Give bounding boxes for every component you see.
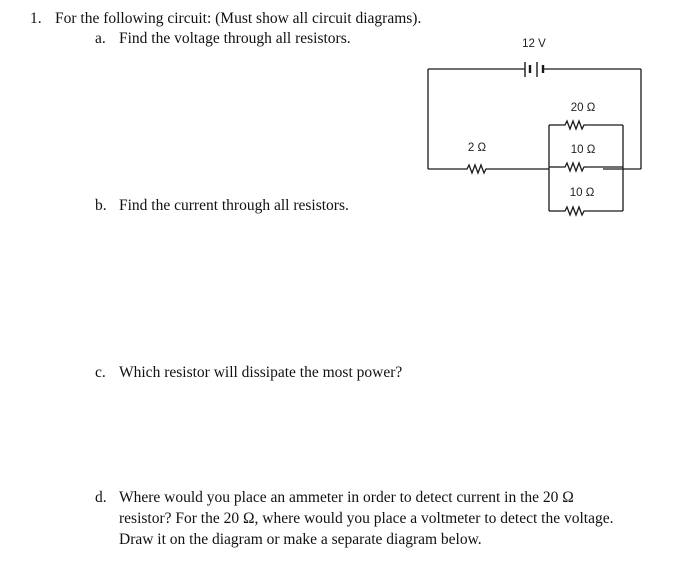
resistor-20-ohm-label: 20 Ω <box>570 102 596 114</box>
part-d-letter: d. <box>95 489 107 506</box>
part-c-text: Which resistor will dissipate the most power? <box>119 364 403 381</box>
part-d-line-3: Draw it on the diagram or make a separate diagram below. <box>119 531 482 548</box>
question-number: 1. <box>30 10 42 27</box>
part-a-letter: a. <box>95 30 106 47</box>
part-c-letter: c. <box>95 364 106 381</box>
resistor-10-ohm-a-label: 10 Ω <box>570 144 596 156</box>
part-d-line-1: Where would you place an ammeter in order to detect current in the 20 Ω <box>119 489 574 506</box>
resistor-10-ohm-b-label: 10 Ω <box>569 187 595 199</box>
part-a-text: Find the voltage through all resistors. <box>119 30 351 47</box>
resistor-2-ohm-symbol <box>462 165 491 173</box>
resistor-10-ohm-a-symbol <box>560 163 589 171</box>
question-prompt: For the following circuit: (Must show all circuit diagrams). <box>55 10 422 27</box>
part-d-line-2: resistor? For the 20 Ω, where would you place a voltmeter to detect the voltage. <box>119 510 614 527</box>
resistor-2-ohm-label: 2 Ω <box>467 142 487 154</box>
resistor-20-ohm-symbol <box>560 121 589 129</box>
resistor-10-ohm-b-symbol <box>560 207 589 215</box>
part-b-text: Find the current through all resistors. <box>119 197 349 214</box>
battery-label: 12 V <box>522 38 546 50</box>
battery-symbol <box>525 62 543 77</box>
part-b-letter: b. <box>95 197 107 214</box>
